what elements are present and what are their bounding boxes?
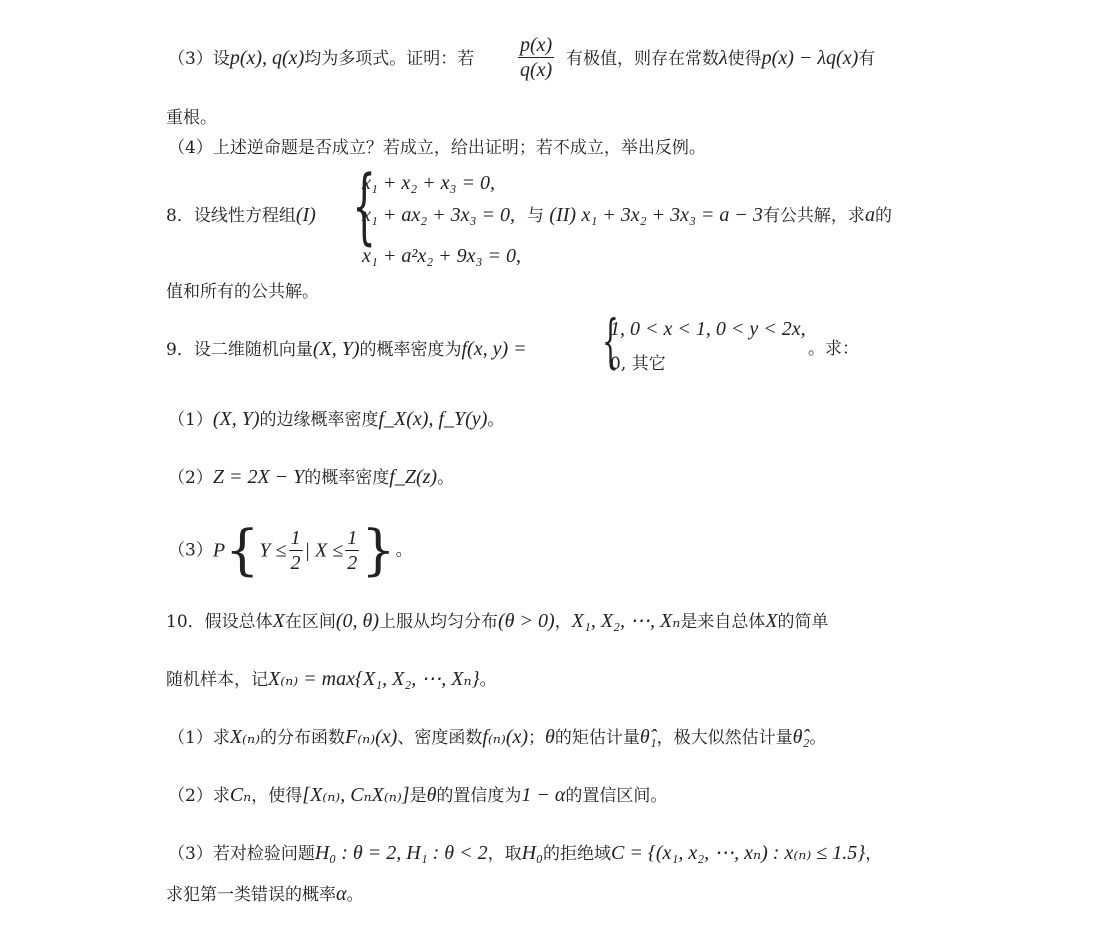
q7-part4: （4）上述逆命题是否成立？若成立，给出证明；若不成立，举出反例。 — [168, 138, 706, 158]
q9-xy: (X, Y) — [312, 338, 360, 360]
q9-p3-y: Y ≤ — [259, 539, 287, 562]
q10-text: ，使得 — [251, 786, 303, 806]
q10-text: （2）求 — [168, 786, 230, 806]
q9-p1-f: f_X(x), f_Y(y) — [378, 408, 488, 430]
q9-p2-prefix: （2） — [168, 468, 213, 488]
q10-text: 的拒绝域 — [543, 844, 611, 864]
q10-text: （3）若对检验问题 — [168, 844, 315, 864]
q9-p3-prefix: （3） — [168, 540, 213, 561]
q10-text: ，极大似然估计量 — [656, 728, 793, 748]
q8-wrap: 值和所有的公共解。 — [166, 282, 319, 302]
q10-xn: X₍ₙ₎ — [229, 726, 260, 748]
q10-text: 在区间 — [284, 612, 336, 632]
q7-part3-mid3: 使得 — [727, 49, 762, 69]
left-brace-icon: { — [602, 307, 619, 375]
left-brace-icon: { — [352, 159, 376, 254]
q10-text: 。 — [346, 885, 364, 905]
q9-end: 。求： — [808, 339, 859, 359]
q10-part2 — [168, 783, 667, 808]
q8-tail: 有公共解，求 — [762, 206, 865, 226]
q9-half-2 — [345, 526, 359, 575]
q10-xmax: X₍ₙ₎ = max{X₁, X₂, ⋯, Xₙ} — [268, 668, 480, 690]
q10-text: ； — [528, 728, 546, 748]
q9-part3 — [168, 520, 413, 581]
q10-text: 的简单 — [777, 612, 829, 632]
q8-label: 8．设线性方程组 — [166, 206, 296, 226]
q9-p1-end: 。 — [487, 410, 505, 430]
q9-half-1 — [289, 526, 303, 575]
q10-line1 — [166, 609, 829, 634]
frac-den: 2 — [347, 552, 358, 574]
q7-lambda: λ — [719, 47, 728, 69]
q9-p1-mid: 的边缘概率密度 — [259, 410, 379, 430]
q9-p1-prefix: （1） — [168, 410, 213, 430]
q10-text: 的分布函数 — [259, 728, 345, 748]
q9-fxy: f(x, y) = — [461, 338, 527, 360]
q10-text: ， — [865, 844, 883, 864]
q7-expr: p(x) − λq(x) — [761, 47, 859, 69]
frac-den: 2 — [290, 552, 301, 574]
q9-part2 — [168, 465, 454, 490]
q9-case1: 1, 0 < x < 1, 0 < y < 2x, — [610, 318, 806, 340]
q10-X: X — [765, 610, 778, 632]
q8-sys-name: (I) — [295, 204, 316, 226]
q10-text: 。 — [809, 728, 827, 748]
q7-part3-mid2: 有极值，则存在常数 — [566, 49, 719, 69]
q8-label-line — [166, 203, 316, 228]
q10-text: 是来自总体 — [680, 612, 766, 632]
q10-theta2: θ̂₂ — [792, 726, 810, 748]
q9-p2-end: 。 — [437, 468, 455, 488]
q8-tail2: 的 — [874, 206, 892, 226]
q9-p3-bar: | X ≤ — [304, 539, 344, 562]
q10-h0: H₀ — [521, 842, 543, 864]
q9-label: 9．设二维随机向量 — [166, 340, 313, 360]
q10-line2 — [166, 667, 497, 692]
q9-case2: 0, 其它 — [610, 354, 666, 374]
q10-part3-wrap — [166, 882, 364, 907]
q10-text: 的置信度为 — [436, 786, 522, 806]
q9-label-line — [166, 337, 527, 362]
left-brace-icon: { — [225, 518, 260, 582]
q10-theta: θ — [426, 784, 437, 806]
q9-part1 — [168, 407, 504, 432]
q10-text: 是 — [409, 786, 427, 806]
q7-part3-wrap: 重根。 — [166, 108, 217, 128]
q10-ci: [X₍ₙ₎, CₙX₍ₙ₎] — [302, 784, 410, 806]
q9-p2-mid: 的概率密度 — [304, 468, 390, 488]
q7-fraction — [518, 33, 554, 82]
q8-mid: 与 — [527, 206, 544, 226]
q7-part3-line — [168, 46, 474, 71]
q10-cn: Cₙ — [229, 784, 252, 806]
q10-text: 的矩估计量 — [554, 728, 640, 748]
q9-p3-end: 。 — [395, 540, 413, 561]
q10-sample: X₁, X₂, ⋯, Xₙ — [571, 610, 681, 632]
q7-frac-den: q(x) — [520, 59, 553, 81]
q10-text: 随机样本，记 — [166, 670, 268, 690]
q9-p2-f: f_Z(z) — [389, 466, 438, 488]
q7-frac-num: p(x) — [520, 34, 553, 56]
frac-num: 1 — [290, 527, 301, 549]
q10-alpha: α — [336, 883, 347, 905]
q10-interval: (0, θ) — [335, 610, 380, 632]
q7-part3-line-b — [566, 46, 875, 71]
right-brace-icon: } — [361, 518, 396, 582]
q10-text: 。 — [479, 670, 497, 690]
q10-theta: θ — [545, 726, 555, 748]
q7-pq: p(x), q(x) — [229, 47, 305, 69]
q8-eq-ii: x₁ + 3x₂ + 3x₃ = a − 3 — [581, 204, 763, 226]
q10-text: 上服从均匀分布 — [379, 612, 499, 632]
q10-text: ，取 — [487, 844, 522, 864]
q8-a: a — [864, 204, 875, 226]
q10-text: （1）求 — [168, 728, 230, 748]
q9-p1-xy: (X, Y) — [212, 408, 260, 430]
q8-eq2: x₁ + ax₂ + 3x₃ = 0, — [362, 204, 515, 226]
q10-text: ， — [554, 612, 572, 632]
q10-text: 、密度函数 — [397, 728, 483, 748]
q10-text: 求犯第一类错误的概率 — [166, 885, 336, 905]
q8-eq3: x₁ + a²x₂ + 9x₃ = 0, — [362, 245, 521, 267]
q8-eq1: x₁ + x₂ + x₃ = 0, — [362, 172, 495, 194]
q10-region: C = {(x₁, x₂, ⋯, xₙ) : x₍ₙ₎ ≤ 1.5} — [611, 842, 866, 864]
q10-F: F₍ₙ₎(x) — [344, 726, 398, 748]
q10-X: X — [272, 610, 285, 632]
q10-part3 — [168, 841, 882, 866]
q8-rest-line — [527, 203, 892, 228]
q8-sys2-name: (II) — [549, 204, 577, 226]
q10-text: 的置信区间。 — [565, 786, 668, 806]
q9-mid: 的概率密度为 — [359, 340, 462, 360]
frac-num: 1 — [347, 527, 358, 549]
q7-part3-end: 有 — [858, 49, 876, 69]
q10-theta1: θ̂₁ — [639, 726, 657, 748]
q10-cond: (θ > 0) — [498, 610, 555, 632]
q7-part3-prefix: （3）设 — [168, 49, 230, 69]
q10-conf: 1 − α — [521, 784, 566, 806]
q9-p3-P: P — [212, 539, 226, 562]
q10-text: 10．假设总体 — [166, 612, 273, 632]
q7-part3-mid: 均为多项式。证明：若 — [304, 49, 475, 69]
q9-p2-z: Z = 2X − Y — [212, 466, 305, 488]
q10-hyp: H₀ : θ = 2, H₁ : θ < 2 — [314, 842, 488, 864]
q10-part1 — [168, 725, 826, 750]
q10-f: f₍ₙ₎(x) — [482, 726, 529, 748]
